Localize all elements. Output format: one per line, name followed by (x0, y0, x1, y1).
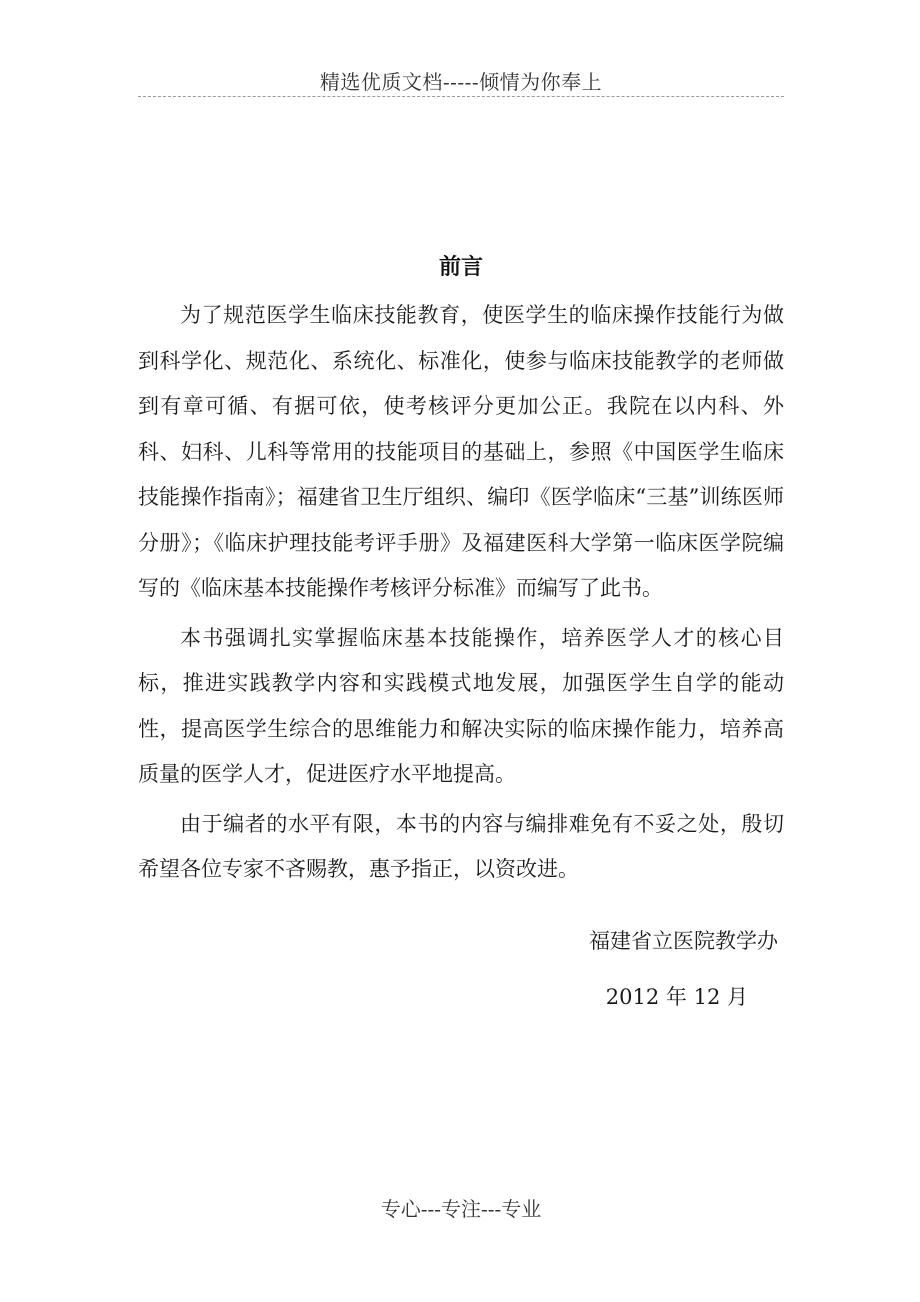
document-body (138, 293, 784, 893)
header-divider (138, 96, 784, 97)
document-title: 前言 (438, 254, 483, 280)
paragraph-1: 为了规范医学生临床技能教育，使医学生的临床操作技能行为做到科学化、规范化、系统化、标准化，使参与临床技能教学的老师做到有章可循、有据可依，使考核评分更加公正。我院在以内科、外科、妇科、儿科等常用的技能项目的基础上，参照《中国医学生临床技能操作指南》；福建省卫生厅组织、编印《医学临床“三基”训练医师分册》；《临床护理技能考评手册》及福建医科大学第一临床医学院编写的《临床基本技能操作考核评分标准》而编写了此书。 (138, 303, 784, 600)
paragraph-2: 本书强调扎实掌握临床基本技能操作，培养医学人才的核心目标，推进实践教学内容和实践模式地发展，加强医学生自学的能动性，提高医学生综合的思维能力和解决实际的临床操作能力，培养高质量的医学人才，促进医疗水平地提高。 (138, 625, 784, 786)
page-footer: 专心---专注---专业 (380, 1197, 542, 1221)
signature-block (138, 923, 784, 1015)
signature-date: 2012 年 12 月 (605, 985, 748, 1009)
paragraph-3: 由于编者的水平有限，本书的内容与编排难免有不妥之处，殷切希望各位专家不吝赐教，惠予指正，以资改进。 (138, 811, 784, 881)
signature-organization: 福建省立医院教学办 (589, 929, 778, 953)
page-header: 精选优质文档-----倾情为你奉上 (319, 70, 603, 94)
